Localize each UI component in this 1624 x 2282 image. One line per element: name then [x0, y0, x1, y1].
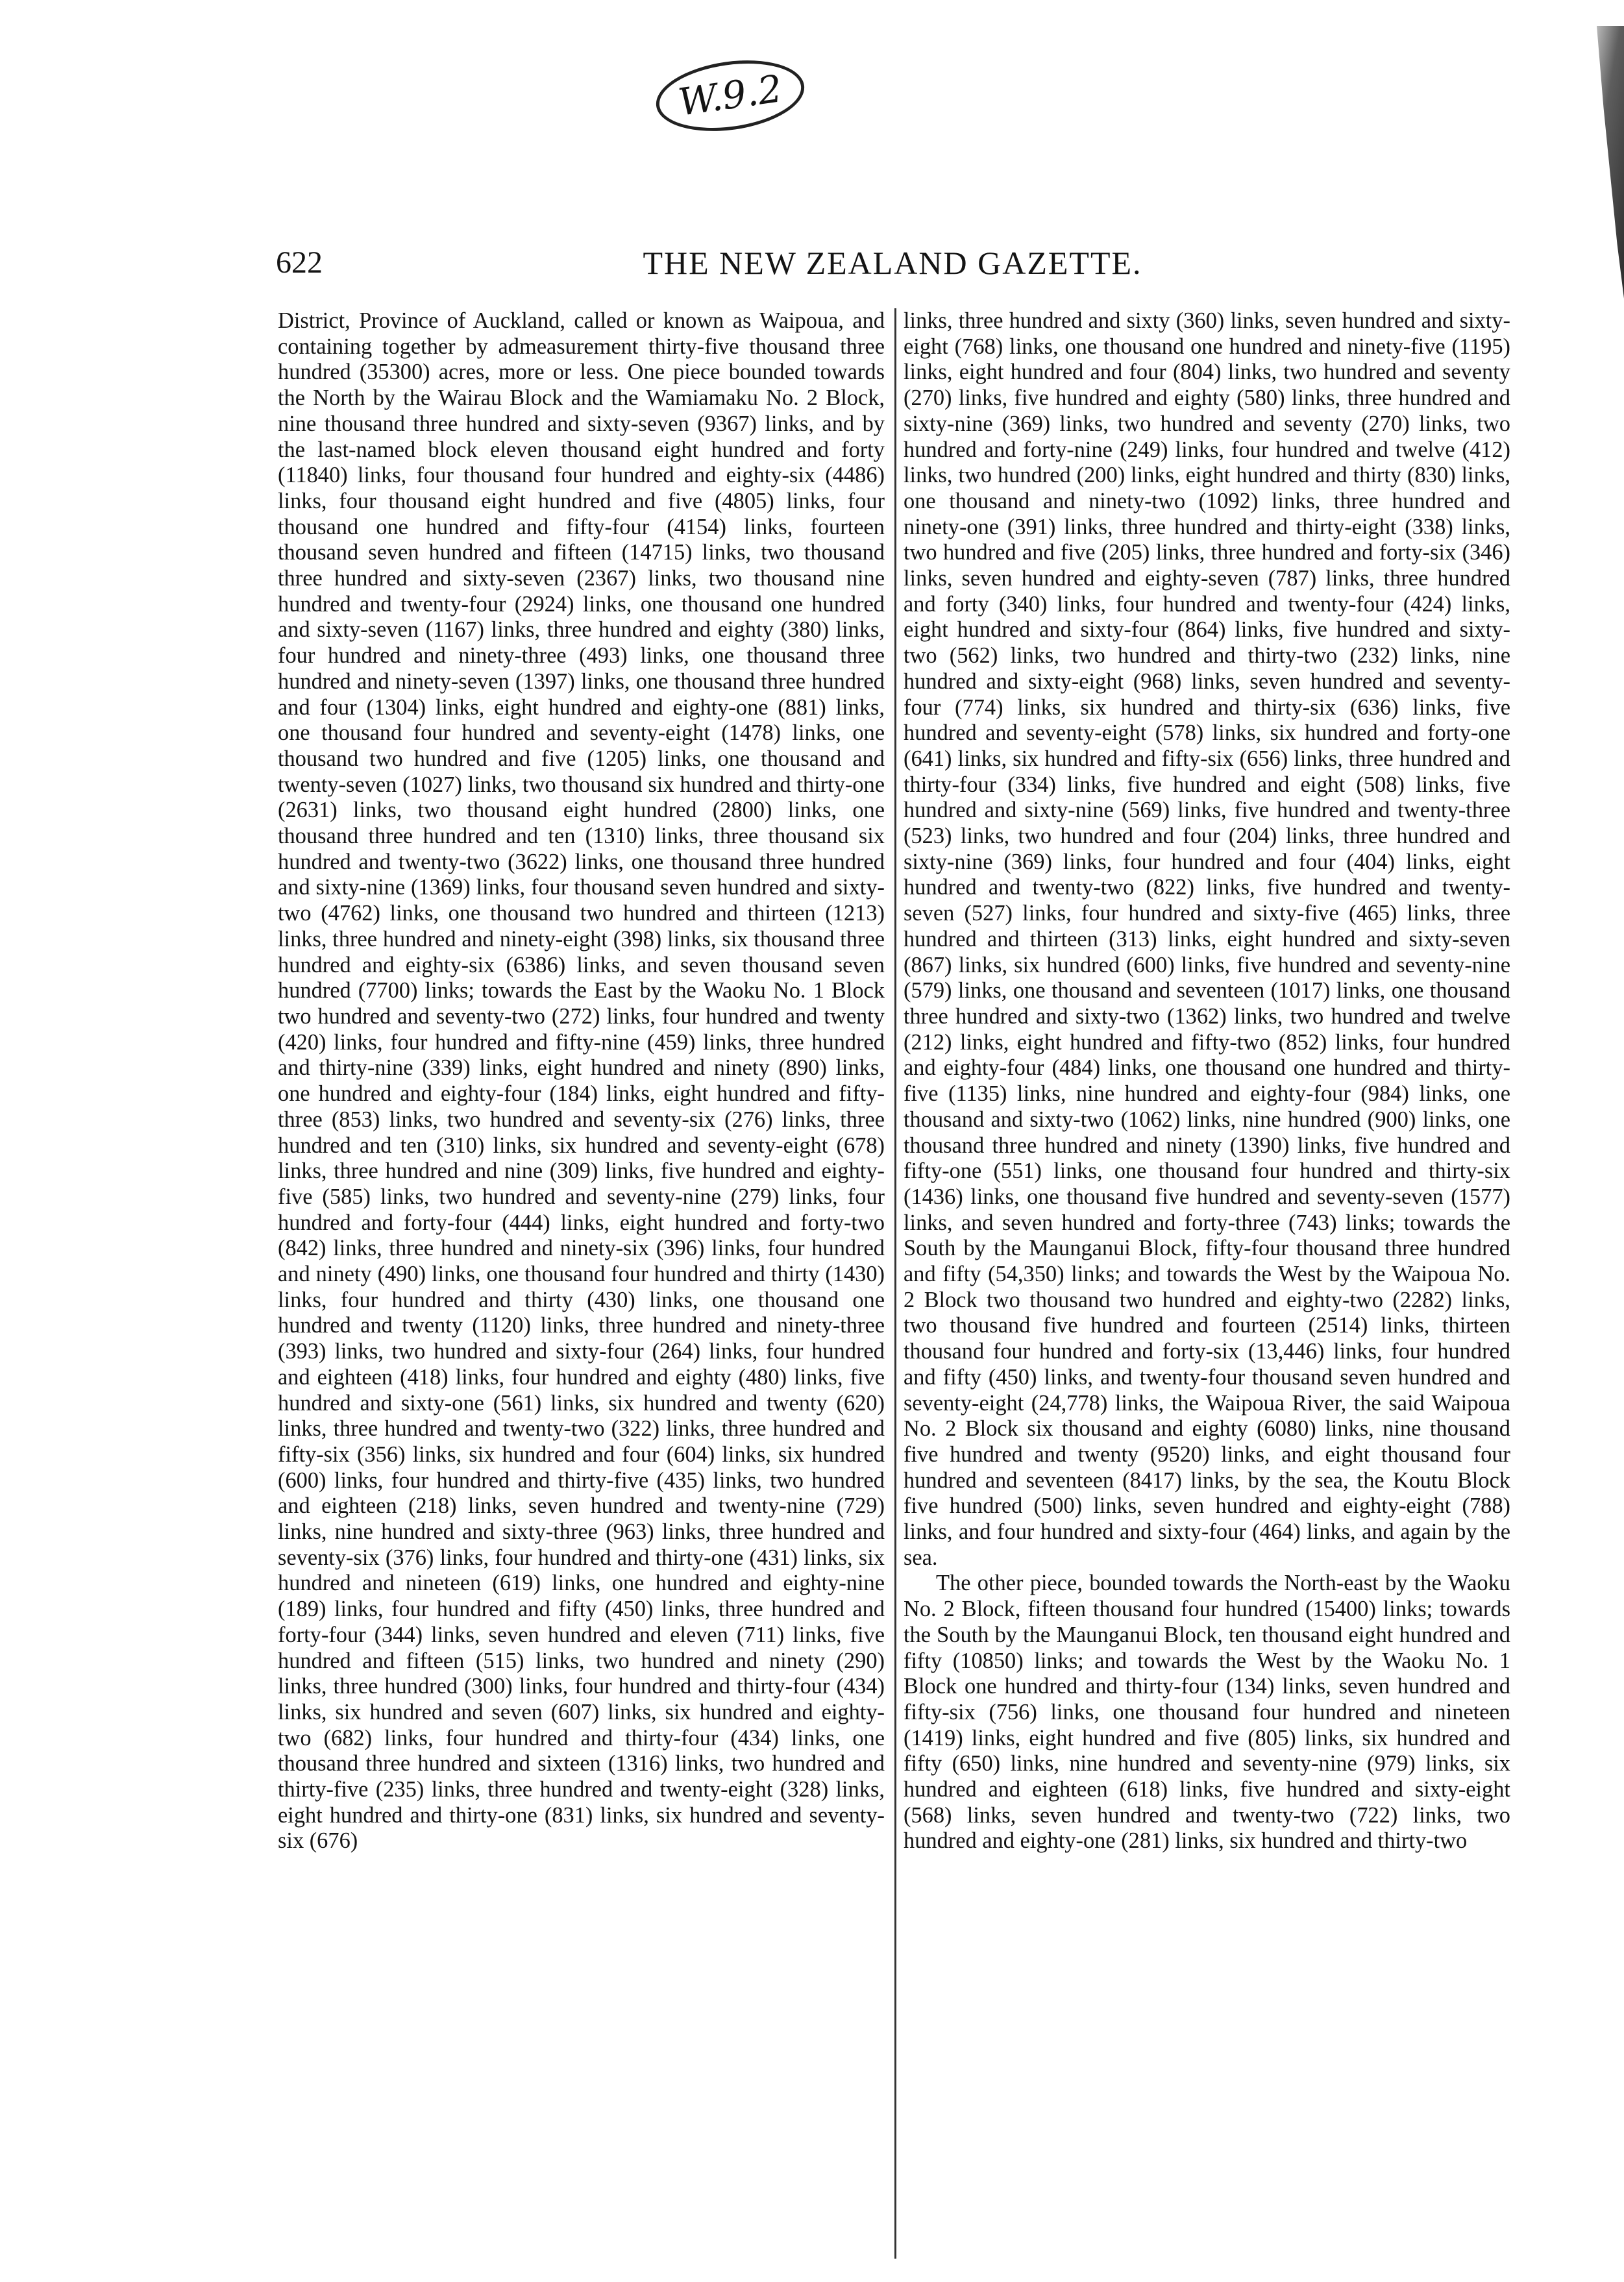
left-column	[278, 308, 885, 2259]
handwritten-annotation: W.9.2	[652, 52, 809, 140]
column-divider	[894, 308, 896, 2259]
page-number: 622	[276, 245, 323, 280]
right-paragraph-1: links, three hundred and sixty (360) links, seven hundred and sixty-eight (768) links, one thousand one hundred and ninety-five (1195) links, eight hundred and four (804) links, two hundred and seventy (270) links, five hundred and eighty (580) links, three hundred and sixty-nine (369) links, two hundred and seventy (270) links, two hundred and forty-nine (249) links, four hundred and twelve (412) links, two hundred (200) links, eight hundred and thirty (830) links, one thousand and ninety-two (1092) links, three hundred and ninety-one (391) links, three hundred and thirty-eight (338) links, two hundred and five (205) links, three hundred and forty-six (346) links, seven hundred and eighty-seven (787) links, three hundred and forty (340) links, four hundred and twenty-four (424) links, eight hundred and sixty-four (864) links, five hundred and sixty-two (562) links, two hundred and thirty-two (232) links, nine hundred and sixty-eight (968) links, seven hundred and seventy-four (774) links, six hundred and thirty-six (636) links, five hundred and seventy-eight (578) links, six hundred and forty-one (641) links, six hundred and fifty-six (656) links, three hundred and thirty-four (334) links, five hundred and eight (508) links, five hundred and sixty-nine (569) links, five hundred and twenty-three (523) links, two hundred and four (204) links, three hundred and sixty-nine (369) links, four hundred and four (404) links, eight hundred and twenty-two (822) links, five hundred and twenty-seven (527) links, four hundred and sixty-five (465) links, three hundred and thirteen (313) links, eight hundred and sixty-seven (867) links, six hundred (600) links, five hundred and seventy-nine (579) links, one thousand and seventeen (1017) links, one thousand three hundred and sixty-two (1362) links, two hundred and twelve (212) links, eight hundred and fifty-two (852) links, four hundred and eighty-four (484) links, one thousand one hundred and thirty-five (1135) links, nine hundred and eighty-four (984) links, one thousand and sixty-two (1062) links, nine hundred (900) links, one thousand three hundred and ninety (1390) links, five hundred and fifty-one (551) links, one thousand four hundred and thirty-six (1436) links, one thousand five hundred and seventy-seven (1577) links, and seven hundred and forty-three (743) links; towards the South by the Maunganui Block, fifty-four thousand three hundred and fifty (54,350) links; and towards the West by the Waipoua No. 2 Block two thousand two hundred and eighty-two (2282) links, two thousand five hundred and fourteen (2514) links, thirteen thousand four hundred and forty-six (13,446) links, four hundred and fifty (450) links, and twenty-four thousand seven hundred and seventy-eight (24,778) links, the Waipoua River, the said Waipoua No. 2 Block six thousand and eighty (6080) links, nine thousand five hundred and twenty (9520) links, and eight thousand four hundred and seventeen (8417) links, by the sea, the Koutu Block five hundred (500) links, seven hundred and eighty-eight (788) links, and four hundred and sixty-four (464) links, and again by the sea.	[904, 308, 1510, 1570]
page-header	[276, 240, 1509, 286]
right-column	[904, 308, 1510, 2259]
gazette-title: THE NEW ZEALAND GAZETTE.	[643, 245, 1142, 281]
page-edge-shadow	[1579, 26, 1624, 299]
right-paragraph-2: The other piece, bounded towards the North-east by the Waoku No. 2 Block, fifteen thousand four hundred (15400) links; towards the South by the Maunganui Block, ten thousand eight hundred and fifty (10850) links; and towards the West by the Waoku No. 1 Block one hundred and thirty-four (134) links, seven hundred and fifty-six (756) links, one thousand four hundred and nineteen (1419) links, eight hundred and five (805) links, six hundred and fifty (650) links, nine hundred and seventy-nine (979) links, six hundred and eighteen (618) links, five hundred and sixty-eight (568) links, seven hundred and twenty-two (722) links, two hundred and eighty-one (281) links, six hundred and thirty-two	[904, 1571, 1510, 1854]
left-paragraph: District, Province of Auckland, called or known as Waipoua, and containing together by admeasurement thirty-five thousand three hundred (35300) acres, more or less. One piece bounded towards the North by the Wairau Block and the Wamiamaku No. 2 Block, nine thousand three hundred and sixty-seven (9367) links, and by the last-named block eleven thousand eight hundred and forty (11840) links, four thousand four hundred and eighty-six (4486) links, four thousand eight hundred and five (4805) links, four thousand one hundred and fifty-four (4154) links, fourteen thousand seven hundred and fifteen (14715) links, two thousand three hundred and sixty-seven (2367) links, two thousand nine hundred and twenty-four (2924) links, one thousand one hundred and sixty-seven (1167) links, three hundred and eighty (380) links, four hundred and ninety-three (493) links, one thousand three hundred and ninety-seven (1397) links, one thousand three hundred and four (1304) links, eight hundred and eighty-one (881) links, one thousand four hundred and seventy-eight (1478) links, one thousand two hundred and five (1205) links, one thousand and twenty-seven (1027) links, two thousand six hundred and thirty-one (2631) links, two thousand eight hundred (2800) links, one thousand three hundred and ten (1310) links, three thousand six hundred and twenty-two (3622) links, one thousand three hundred and sixty-nine (1369) links, four thousand seven hundred and sixty-two (4762) links, one thousand two hundred and thirteen (1213) links, three hundred and ninety-eight (398) links, six thousand three hundred and eighty-six (6386) links, and seven thousand seven hundred (7700) links; towards the East by the Waoku No. 1 Block two hundred and seventy-two (272) links, four hundred and twenty (420) links, four hundred and fifty-nine (459) links, three hundred and thirty-nine (339) links, eight hundred and ninety (890) links, one hundred and eighty-four (184) links, eight hundred and fifty-three (853) links, two hundred and seventy-six (276) links, three hundred and ten (310) links, six hundred and seventy-eight (678) links, three hundred and nine (309) links, five hundred and eighty-five (585) links, two hundred and seventy-nine (279) links, four hundred and forty-four (444) links, eight hundred and forty-two (842) links, three hundred and ninety-six (396) links, four hundred and ninety (490) links, one thousand four hundred and thirty (1430) links, four hundred and thirty (430) links, one thousand one hundred and twenty (1120) links, three hundred and ninety-three (393) links, two hundred and sixty-four (264) links, four hundred and eighteen (418) links, four hundred and eighty (480) links, five hundred and sixty-one (561) links, six hundred and twenty (620) links, three hundred and twenty-two (322) links, three hundred and fifty-six (356) links, six hundred and four (604) links, six hundred (600) links, four hundred and thirty-five (435) links, two hundred and eighteen (218) links, seven hundred and twenty-nine (729) links, nine hundred and sixty-three (963) links, three hundred and seventy-six (376) links, four hundred and thirty-one (431) links, six hundred and nineteen (619) links, one hundred and eighty-nine (189) links, four hundred and fifty (450) links, three hundred and forty-four (344) links, seven hundred and eleven (711) links, five hundred and fifteen (515) links, two hundred and ninety (290) links, three hundred (300) links, four hundred and thirty-four (434) links, six hundred and seven (607) links, six hundred and eighty-two (682) links, four hundred and thirty-four (434) links, one thousand three hundred and sixteen (1316) links, two hundred and thirty-five (235) links, three hundred and twenty-eight (328) links, eight hundred and thirty-one (831) links, six hundred and seventy-six (676)	[278, 308, 885, 1854]
